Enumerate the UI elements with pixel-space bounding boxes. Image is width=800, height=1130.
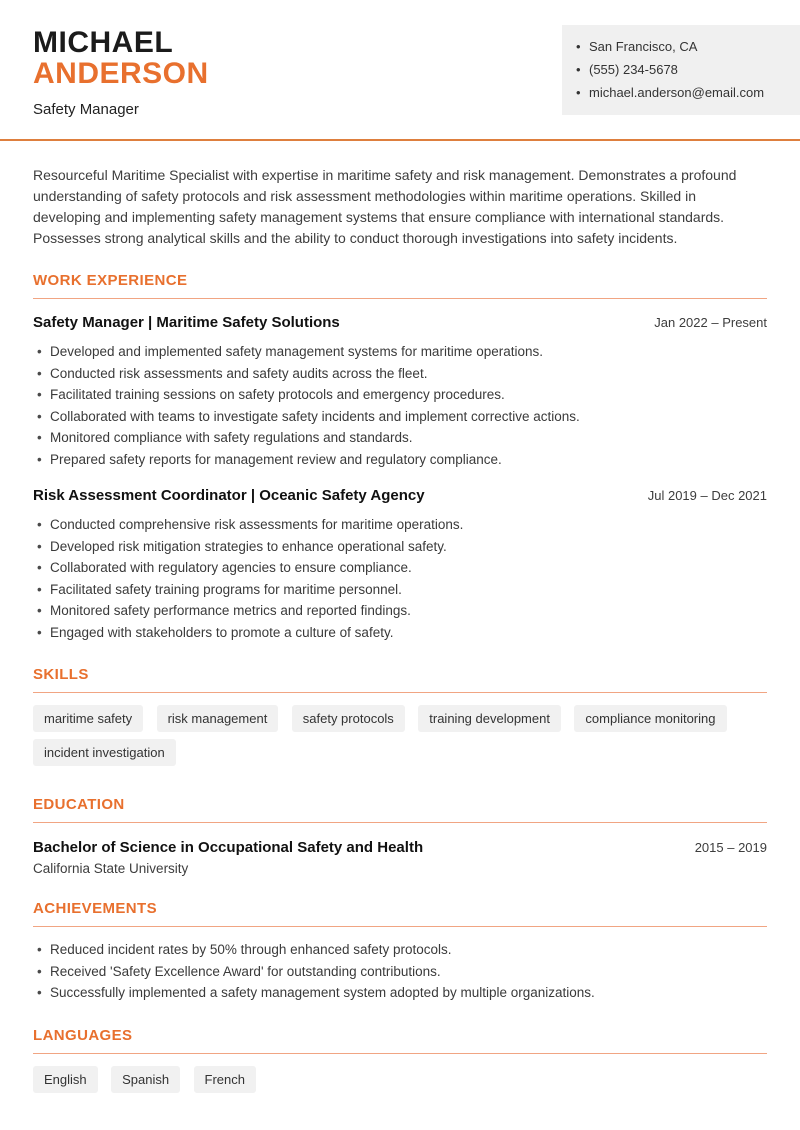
contact-phone-text: (555) 234-5678 <box>589 62 678 77</box>
section-divider <box>33 926 767 927</box>
section-divider <box>33 298 767 299</box>
bullet-icon: • <box>576 39 581 54</box>
language-tag-list <box>33 1066 767 1100</box>
skill-tag: safety protocols <box>292 705 405 732</box>
section-heading-achievements: ACHIEVEMENTS <box>33 900 157 917</box>
job-title-headline: Safety Manager <box>33 101 139 118</box>
bullet-item: • Developed and implemented safety management systems for maritime operations. <box>33 341 767 363</box>
job-dates: Jan 2022 – Present <box>654 315 767 330</box>
header-divider <box>0 139 800 141</box>
last-name: ANDERSON <box>33 57 209 90</box>
education-dates: 2015 – 2019 <box>694 840 767 855</box>
skill-tag: risk management <box>157 705 279 732</box>
contact-email <box>576 81 786 104</box>
bullet-item: • Successfully implemented a safety management system adopted by multiple organizations. <box>33 982 767 1004</box>
resume-header <box>33 0 767 118</box>
section-heading-education: EDUCATION <box>33 796 125 813</box>
bullet-item: • Received 'Safety Excellence Award' for outstanding contributions. <box>33 961 767 983</box>
skill-tag: maritime safety <box>33 705 143 732</box>
bullet-item: • Monitored compliance with safety regulations and standards. <box>33 427 767 449</box>
education-header <box>33 839 767 856</box>
language-tag: French <box>194 1066 256 1093</box>
section-work-experience <box>33 273 767 643</box>
contact-phone <box>576 58 786 81</box>
bullet-item: • Facilitated training sessions on safety protocols and emergency procedures. <box>33 384 767 406</box>
section-education <box>33 797 767 877</box>
job-title: Risk Assessment Coordinator | Oceanic Safety Agency <box>33 487 425 504</box>
section-heading-skills: SKILLS <box>33 666 89 683</box>
bullet-item: • Conducted comprehensive risk assessments for maritime operations. <box>33 514 767 536</box>
contact-location <box>576 35 786 58</box>
skill-tag: compliance monitoring <box>574 705 726 732</box>
section-divider <box>33 1053 767 1054</box>
section-heading-work: WORK EXPERIENCE <box>33 272 188 289</box>
bullet-item: • Collaborated with teams to investigate safety incidents and implement corrective actions. <box>33 406 767 428</box>
bullet-icon: • <box>576 62 581 77</box>
job-header <box>33 314 767 331</box>
summary-text: Resourceful Maritime Specialist with expertise in maritime safety and risk management. Demonstrates a profound understanding of safety protocols and risk assessment methodologies within maritime operations. Skilled in developing and implementing safety management systems that ensure compliance with international standards. Possesses strong analytical skills and the ability to conduct thorough investigations into safety incidents. <box>33 167 737 246</box>
school-name: California State University <box>33 861 189 876</box>
bullet-icon: • <box>576 85 581 100</box>
job-entry <box>33 487 767 643</box>
job-bullet-list <box>33 341 767 470</box>
section-skills <box>33 667 767 773</box>
bullet-item: • Collaborated with regulatory agencies to ensure compliance. <box>33 557 767 579</box>
language-tag: Spanish <box>111 1066 180 1093</box>
bullet-item: • Prepared safety reports for management review and regulatory compliance. <box>33 449 767 471</box>
section-achievements <box>33 901 767 1004</box>
job-header <box>33 487 767 504</box>
contact-card <box>562 25 800 115</box>
skill-tag: training development <box>418 705 561 732</box>
bullet-item: • Developed risk mitigation strategies to enhance operational safety. <box>33 536 767 558</box>
job-dates: Jul 2019 – Dec 2021 <box>647 488 767 503</box>
skill-tag: incident investigation <box>33 739 176 766</box>
contact-location-text: San Francisco, CA <box>589 39 698 54</box>
contact-list <box>576 35 786 104</box>
bullet-item: • Reduced incident rates by 50% through enhanced safety protocols. <box>33 939 767 961</box>
first-name: MICHAEL <box>33 26 174 59</box>
bullet-item: • Monitored safety performance metrics and reported findings. <box>33 600 767 622</box>
bullet-item: • Engaged with stakeholders to promote a culture of safety. <box>33 622 767 644</box>
contact-email-text: michael.anderson@email.com <box>589 85 765 100</box>
section-languages <box>33 1028 767 1100</box>
section-divider <box>33 822 767 823</box>
degree-title: Bachelor of Science in Occupational Safety and Health <box>33 839 424 856</box>
skill-tag-list <box>33 705 767 773</box>
achievement-list <box>33 939 767 1004</box>
language-tag: English <box>33 1066 98 1093</box>
job-title: Safety Manager | Maritime Safety Solutions <box>33 314 340 331</box>
job-bullet-list <box>33 514 767 643</box>
section-heading-languages: LANGUAGES <box>33 1026 133 1044</box>
section-divider <box>33 692 767 693</box>
bullet-item: • Facilitated safety training programs for maritime personnel. <box>33 579 767 601</box>
job-entry <box>33 314 767 470</box>
bullet-item: • Conducted risk assessments and safety audits across the fleet. <box>33 363 767 385</box>
education-entry <box>33 839 767 877</box>
